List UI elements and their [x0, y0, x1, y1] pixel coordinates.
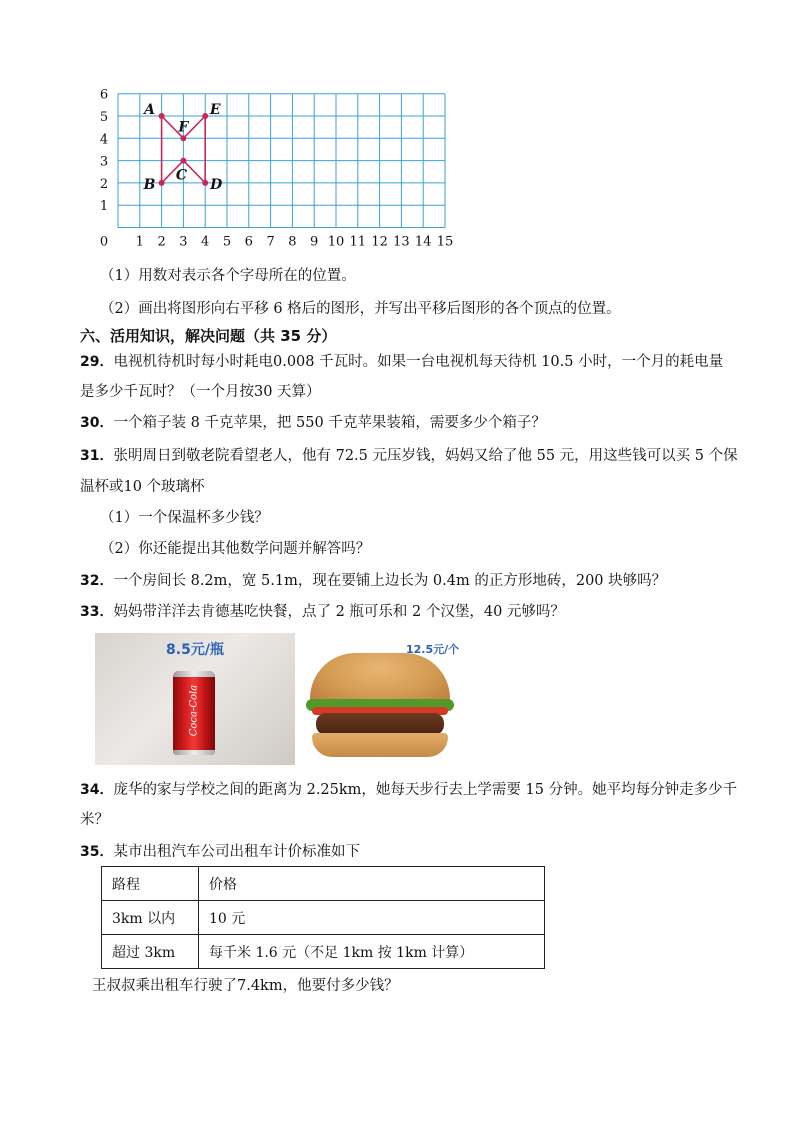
- x-tick-label: 9: [310, 234, 319, 250]
- question-33: [80, 602, 565, 622]
- table-row: [102, 901, 545, 935]
- table-row: [102, 867, 545, 901]
- q31-sub2: （2）你还能提出其他数学问题并解答吗？: [100, 541, 371, 557]
- cola-brand-text: Coca-Cola: [188, 684, 200, 737]
- coordinate-grid: [90, 86, 460, 256]
- x-tick-label: 11: [349, 234, 367, 250]
- q31-line2: 温杯或10 个玻璃杯: [80, 479, 205, 495]
- point-marker: [180, 135, 186, 141]
- q31-number: 31．: [80, 448, 114, 464]
- burger-icon: [306, 653, 454, 761]
- x-tick-label: 6: [244, 234, 253, 250]
- x-tick-label: 7: [266, 234, 275, 250]
- y-tick-label: 4: [99, 132, 109, 148]
- q35-question: 王叔叔乘出租车行驶了7.4km，他要付多少钱？: [92, 978, 399, 994]
- x-tick-label: 13: [393, 234, 410, 250]
- x-tick-label: 3: [179, 234, 188, 250]
- cola-photo: [95, 633, 295, 765]
- table-row: [102, 935, 545, 969]
- section-6-heading: 六、活用知识，解决问题（共 35 分）: [80, 327, 337, 345]
- x-tick-label: 2: [157, 234, 166, 250]
- fare-table: [101, 866, 545, 969]
- q34-number: 34．: [80, 782, 114, 798]
- q29-number: 29．: [80, 354, 114, 370]
- x-tick-label: 12: [371, 234, 388, 250]
- q35-number: 35．: [80, 844, 114, 860]
- y-tick-label: 5: [99, 110, 109, 125]
- point-label: B: [143, 176, 156, 193]
- x-tick-label: 4: [201, 234, 210, 250]
- cola-can-icon: [173, 671, 215, 755]
- x-tick-label: 0: [99, 234, 109, 250]
- burger-photo: [298, 633, 468, 765]
- question-29: [80, 352, 723, 372]
- q31-sub1: （1）一个保温杯多少钱？: [100, 510, 269, 526]
- q29-line1: 电视机待机时每小时耗电0.008 千瓦时。如果一台电视机每天待机 10.5 小时，一个月的耗电量: [113, 354, 724, 370]
- q32-number: 32．: [80, 573, 114, 589]
- table-header-price: 价格: [199, 867, 545, 901]
- x-tick-label: 10: [327, 234, 345, 250]
- y-tick-label: 6: [99, 87, 109, 103]
- table-header-distance: 路程: [102, 867, 199, 901]
- y-tick-label: 3: [99, 154, 109, 170]
- table-cell: 每千米 1.6 元（不足 1km 按 1km 计算）: [199, 935, 545, 969]
- point-label: C: [175, 167, 187, 184]
- q32-text: 一个房间长 8.2m，宽 5.1m，现在要铺上边长为 0.4m 的正方形地砖，200 块够吗？: [113, 573, 667, 589]
- point-label: A: [144, 102, 156, 118]
- q33-number: 33．: [80, 604, 114, 620]
- table-cell: 3km 以内: [102, 901, 199, 935]
- point-marker: [159, 180, 165, 186]
- q30-text: 一个箱子装 8 千克苹果，把 550 千克苹果装箱，需要多少个箱子？: [113, 415, 546, 431]
- x-tick-label: 1: [135, 234, 144, 250]
- point-label: E: [209, 102, 221, 118]
- q28-sub2: （2）画出将图形向右平移 6 格后的图形，并写出平移后图形的各个顶点的位置。: [100, 301, 621, 317]
- y-tick-label: 1: [99, 199, 109, 215]
- q33-text: 妈妈带洋洋去肯德基吃快餐，点了 2 瓶可乐和 2 个汉堡，40 元够吗？: [113, 604, 565, 620]
- point-label: D: [210, 176, 223, 193]
- burger-price-label: 12.5元/个: [406, 643, 460, 656]
- table-cell: 10 元: [199, 901, 545, 935]
- question-30: [80, 413, 546, 433]
- table-cell: 超过 3km: [102, 935, 199, 969]
- q28-sub1: （1）用数对表示各个字母所在的位置。: [100, 268, 356, 284]
- point-marker: [202, 113, 208, 119]
- y-tick-label: 2: [99, 176, 109, 192]
- point-marker: [202, 180, 208, 186]
- q30-number: 30．: [80, 415, 114, 431]
- q34-line2: 米？: [80, 812, 109, 828]
- q35-text: 某市出租汽车公司出租车计价标准如下: [113, 844, 360, 860]
- cola-price-label: 8.5元/瓶: [166, 642, 224, 658]
- x-tick-label: 14: [414, 234, 432, 250]
- point-marker: [180, 158, 186, 164]
- x-tick-label: 8: [288, 234, 297, 250]
- point-marker: [159, 113, 165, 119]
- question-34: [80, 780, 737, 800]
- q34-line1: 庞华的家与学校之间的距离为 2.25km，她每天步行去上学需要 15 分钟。她平均每分钟走多少千: [113, 782, 738, 798]
- question-32: [80, 571, 666, 591]
- x-tick-label: 15: [436, 234, 454, 250]
- q31-line1: 张明周日到敬老院看望老人，他有 72.5 元压岁钱，妈妈又给了他 55 元，用这些钱可以买 5 个保: [113, 448, 738, 464]
- point-label: F: [178, 119, 189, 136]
- q29-line2: 是多少千瓦时？（一个月按30 天算）: [80, 384, 321, 400]
- question-31: [80, 446, 738, 466]
- question-35: [80, 842, 360, 862]
- x-tick-label: 5: [222, 234, 232, 250]
